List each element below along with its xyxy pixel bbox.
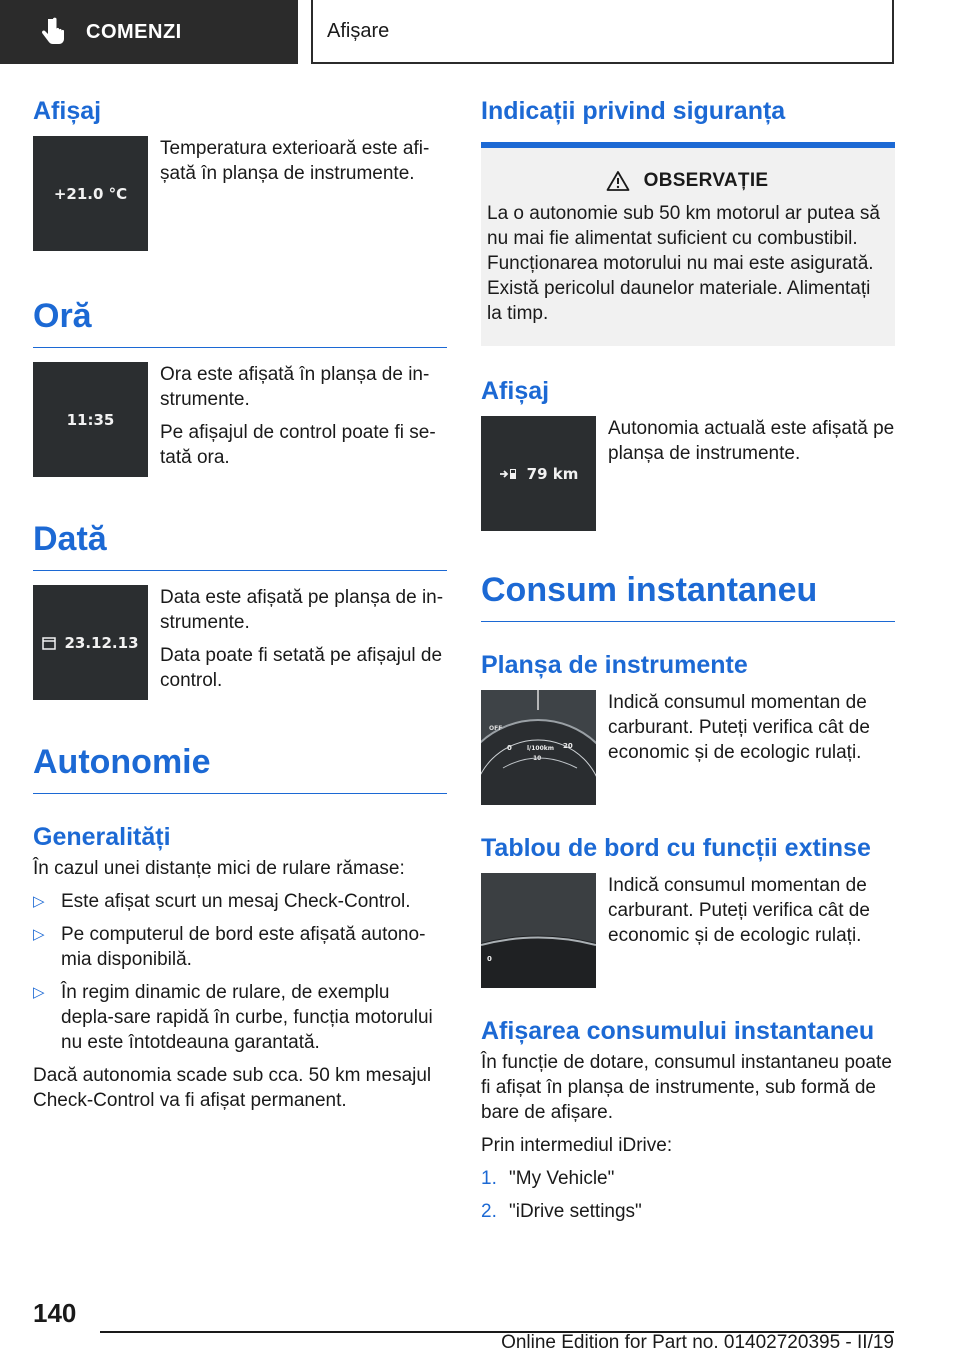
range-afisaj-heading: Afișaj (481, 377, 550, 405)
date-readout: 23.12.13 (64, 633, 139, 652)
list-item: ▷ Este afișat scurt un mesaj Check-Control. (33, 891, 411, 912)
extended-dashboard-image (481, 873, 596, 988)
triangle-bullet-icon: ▷ (33, 984, 45, 1001)
hand-pointer-icon (36, 15, 70, 49)
warning-triangle-icon (606, 170, 630, 192)
afisaj-figure-row (33, 136, 447, 251)
gauge-label-10: 10 (533, 755, 542, 762)
notice-box (481, 148, 895, 346)
section-tab[interactable] (0, 0, 298, 64)
clock-display-image (33, 362, 148, 477)
siguranta-heading: Indicații privind siguranța (481, 97, 786, 125)
gauge-label-off: OFF (489, 725, 503, 732)
left-column (33, 96, 447, 1121)
idrive-steps (481, 1166, 895, 1224)
triangle-bullet-icon: ▷ (33, 893, 45, 910)
data-heading: Dată (33, 518, 447, 571)
page-number: 140 (33, 1298, 77, 1328)
ora-text-1: Ora este afișată în planșa de in-strumente. (160, 364, 430, 410)
tablou-heading: Tablou de bord cu funcții extinse (481, 834, 871, 862)
list-item: ▷ În regim dinamic de rulare, de exemplu depla-sare rapidă în curbe, funcția motorului nu este întotdeauna garantată. (33, 982, 433, 1053)
autonomie-heading: Autonomie (33, 741, 447, 794)
chapter-tab (311, 0, 894, 64)
data-figure-row (33, 585, 447, 701)
list-item: 1. "My Vehicle" (481, 1168, 615, 1189)
gauge-dial (481, 690, 596, 805)
ora-figure-row (33, 362, 447, 478)
temperature-readout: +21.0 °C (53, 184, 128, 203)
afisarea-text-2: Prin intermediul iDrive: (481, 1135, 673, 1156)
range-text: Autonomia actuală este afișată pe planșa de instrumente. (608, 418, 895, 464)
data-text-2: Data poate fi setată pe afișajul de control. (160, 645, 443, 691)
notice-title: OBSERVAȚIE (643, 170, 769, 191)
section-title: COMENZI (86, 20, 182, 43)
temperature-display-image (33, 136, 148, 251)
generalitati-heading: Generalități (33, 823, 171, 851)
gauge-label-20: 20 (563, 742, 573, 750)
afisaj-text: Temperatura exterioară este afi-șată în planșa de instrumente. (160, 138, 430, 184)
list-item: 2. "iDrive settings" (481, 1201, 642, 1222)
triangle-bullet-icon: ▷ (33, 926, 45, 943)
fuel-pump-icon (499, 467, 519, 481)
clock-readout: 11:35 (66, 410, 115, 429)
dashboard-label-0: 0 (487, 955, 492, 963)
autonomie-list (33, 889, 447, 1055)
right-column (481, 96, 895, 1232)
range-figure-row (481, 416, 895, 531)
autonomie-intro: În cazul unei distanțe mici de rulare rămase: (33, 858, 405, 879)
consum-heading: Consum instantaneu (481, 569, 895, 622)
afisaj-heading: Afișaj (33, 97, 102, 125)
afisarea-text-1: În funcție de dotare, consumul instantaneu poate fi afișat în planșa de instrumente, sub formă de bare de afișare. (481, 1052, 892, 1123)
tablou-figure-row (481, 873, 895, 988)
footer-edition: Online Edition for Part no. 01402720395 - II/19 (501, 1332, 894, 1353)
plansa-text: Indică consumul momentan de carburant. Puteți verifica cât de economic și de ecologic rulați. (608, 692, 870, 763)
autonomie-outro: Dacă autonomia scade sub cca. 50 km mesajul Check-Control va fi afișat permanent. (33, 1065, 432, 1111)
plansa-heading: Planșa de instrumente (481, 651, 748, 679)
range-display-image (481, 416, 596, 531)
dashboard-dial (481, 873, 596, 988)
gauge-label-unit: l/100km (527, 745, 555, 752)
consumption-gauge-image (481, 690, 596, 805)
data-text-1: Data este afișată pe planșa de in-strumente. (160, 587, 444, 633)
gauge-label-0: 0 (507, 744, 512, 752)
notice-text: La o autonomie sub 50 km motorul ar putea să nu mai fie alimentat suficient cu combustibil. Funcționarea motorului nu mai este asigurată. Există pericolul daunelor materiale. Alimentați la timp. (487, 203, 880, 324)
plansa-figure-row (481, 690, 895, 805)
afisarea-heading: Afișarea consumului instantaneu (481, 1017, 875, 1045)
date-display-image (33, 585, 148, 700)
chapter-title: Afișare (327, 19, 390, 42)
ora-heading: Oră (33, 295, 447, 348)
range-readout: 79 km (526, 464, 579, 483)
tablou-text: Indică consumul momentan de carburant. Puteți verifica cât de economic și de ecologic rulați. (608, 875, 870, 946)
ora-text-2: Pe afișajul de control poate fi se-tată ora. (160, 422, 436, 468)
list-item: ▷ Pe computerul de bord este afișată autono-mia disponibilă. (33, 924, 426, 970)
calendar-icon (42, 636, 56, 650)
